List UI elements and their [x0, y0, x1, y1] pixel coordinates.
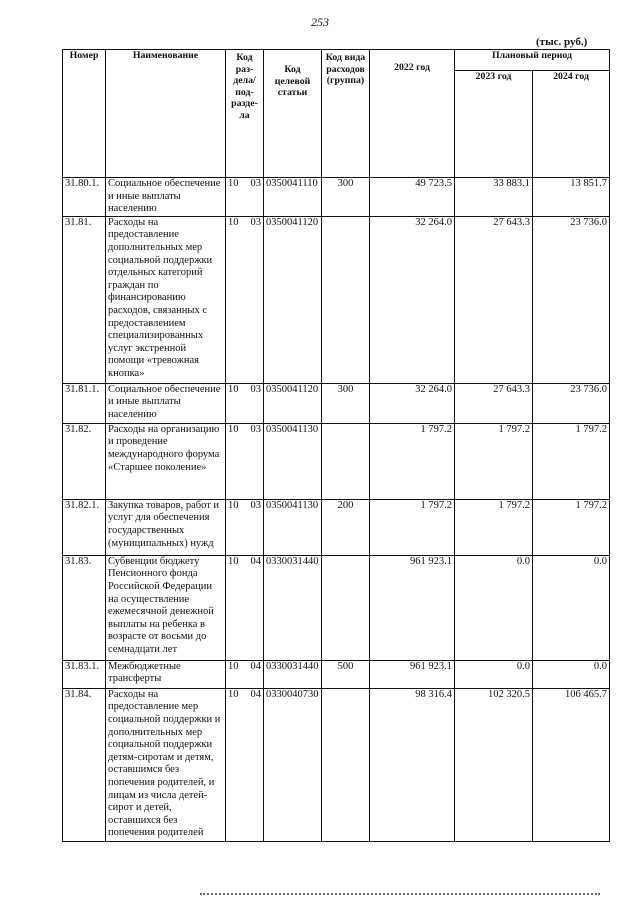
row-amount-2023: 1 797.2: [455, 423, 533, 499]
row-expense-type: 500: [322, 660, 370, 688]
header-year-2022: 2022 год: [370, 50, 455, 178]
row-name: Расходы на организацию и проведение международного форума «Старшее поколение»: [106, 423, 226, 499]
subsection-code: 03: [250, 178, 261, 189]
section-code: 10: [228, 178, 239, 189]
row-section-code: [226, 555, 264, 660]
section-code: 10: [228, 555, 239, 567]
row-target-code: 0350041130: [264, 423, 322, 499]
header-name: Наименование: [106, 50, 226, 178]
row-amount-2024: 13 851.7: [533, 178, 610, 217]
row-number: 31.80.1.: [63, 178, 106, 217]
row-amount-2022: 1 797.2: [370, 423, 455, 499]
table-row: [63, 660, 610, 688]
row-amount-2022: 32 264.0: [370, 383, 455, 423]
subsection-code: 03: [250, 216, 261, 228]
row-amount-2022: 49 723.5: [370, 178, 455, 217]
subsection-code: 03: [250, 383, 261, 395]
table-row: [63, 423, 610, 499]
row-target-code: 0350041120: [264, 383, 322, 423]
row-target-code: 0330031440: [264, 660, 322, 688]
row-amount-2022: 1 797.2: [370, 499, 455, 555]
row-target-code: 0350041110: [264, 178, 322, 217]
row-number: 31.83.: [63, 555, 106, 660]
units-label: (тыс. руб.): [536, 36, 588, 48]
row-target-code: 0330040730: [264, 688, 322, 841]
row-amount-2023: 0.0: [455, 660, 533, 688]
row-section-code: [226, 688, 264, 841]
row-number: 31.81.: [63, 216, 106, 383]
row-name: Межбюджетные трансферты: [106, 660, 226, 688]
subsection-code: 04: [250, 660, 261, 672]
row-expense-type: 300: [322, 383, 370, 423]
table-row: [63, 216, 610, 383]
row-amount-2024: 23 736.0: [533, 383, 610, 423]
section-code: 10: [228, 423, 239, 435]
row-name: Социальное обеспечение и иные выплаты населению: [106, 178, 226, 217]
table-row: [63, 383, 610, 423]
row-amount-2023: 27 643.3: [455, 216, 533, 383]
row-amount-2024: 1 797.2: [533, 423, 610, 499]
row-section-code: [226, 660, 264, 688]
row-number: 31.82.: [63, 423, 106, 499]
row-amount-2024: 23 736.0: [533, 216, 610, 383]
row-section-code: [226, 383, 264, 423]
header-number: Номер: [63, 50, 106, 178]
section-code: 10: [228, 216, 239, 228]
row-name: Расходы на предоставление дополнительных мер социальной поддержки отдельных категорий граждан по финансированию расходов, связанных с предоставлением специализированных услуг экстренной помощи «тревожная кнопка»: [106, 216, 226, 383]
row-number: 31.81.1.: [63, 383, 106, 423]
row-number: 31.82.1.: [63, 499, 106, 555]
row-amount-2022: 961 923.1: [370, 555, 455, 660]
row-number: 31.83.1.: [63, 660, 106, 688]
table-row: [63, 555, 610, 660]
row-amount-2022: 98 316.4: [370, 688, 455, 841]
row-amount-2022: 32 264.0: [370, 216, 455, 383]
row-target-code: 0330031440: [264, 555, 322, 660]
row-number: 31.84.: [63, 688, 106, 841]
budget-table: [62, 49, 610, 842]
row-expense-type: 200: [322, 499, 370, 555]
table-row: [63, 688, 610, 841]
row-section-code: [226, 178, 264, 217]
header-target-code: Код целевой статьи: [264, 50, 322, 178]
bottom-scan-artifact: [200, 893, 600, 899]
row-amount-2024: 0.0: [533, 555, 610, 660]
row-expense-type: [322, 555, 370, 660]
row-expense-type: [322, 423, 370, 499]
row-name: Расходы на предоставление мер социальной поддержки и дополнительных мер социальной поддержки детям-сиротам и детям, оставшимся без попечения родителей, и лицам из числа детей-сирот и детей, оставшихся без попечения родителей: [106, 688, 226, 841]
row-amount-2023: 33 883.1: [455, 178, 533, 217]
row-section-code: [226, 499, 264, 555]
header-section-code: Код раз-дела/ под-разде-ла: [226, 50, 264, 178]
row-expense-type: 300: [322, 178, 370, 217]
row-amount-2023: 1 797.2: [455, 499, 533, 555]
row-name: Закупка товаров, работ и услуг для обеспечения государственных (муниципальных) нужд: [106, 499, 226, 555]
row-name: Социальное обеспечение и иные выплаты населению: [106, 383, 226, 423]
subsection-code: 04: [250, 688, 261, 700]
page-number: 253: [311, 15, 329, 29]
header-expense-type: Код вида расходов (группа): [322, 50, 370, 178]
row-amount-2022: 961 923.1: [370, 660, 455, 688]
row-amount-2024: 106 465.7: [533, 688, 610, 841]
row-amount-2023: 102 320.5: [455, 688, 533, 841]
row-name: Субвенции бюджету Пенсионного фонда Российской Федерации на осуществление ежемесячной денежной выплаты на ребенка в возрасте от восьми до семнадцати лет: [106, 555, 226, 660]
section-code: 10: [228, 660, 239, 672]
section-code: 10: [228, 499, 239, 511]
row-expense-type: [322, 688, 370, 841]
header-year-2024: 2024 год: [533, 71, 610, 178]
header-planning-period: Плановый период: [455, 50, 610, 71]
row-expense-type: [322, 216, 370, 383]
row-target-code: 0350041130: [264, 499, 322, 555]
section-code: 10: [228, 383, 239, 395]
table-row: [63, 178, 610, 217]
row-target-code: 0350041120: [264, 216, 322, 383]
header-year-2023: 2023 год: [455, 71, 533, 178]
row-section-code: [226, 216, 264, 383]
row-section-code: [226, 423, 264, 499]
row-amount-2023: 0.0: [455, 555, 533, 660]
row-amount-2023: 27 643.3: [455, 383, 533, 423]
row-amount-2024: 0.0: [533, 660, 610, 688]
table-row: [63, 499, 610, 555]
row-amount-2024: 1 797.2: [533, 499, 610, 555]
subsection-code: 04: [250, 555, 261, 567]
section-code: 10: [228, 688, 239, 700]
subsection-code: 03: [250, 499, 261, 511]
subsection-code: 03: [250, 423, 261, 435]
